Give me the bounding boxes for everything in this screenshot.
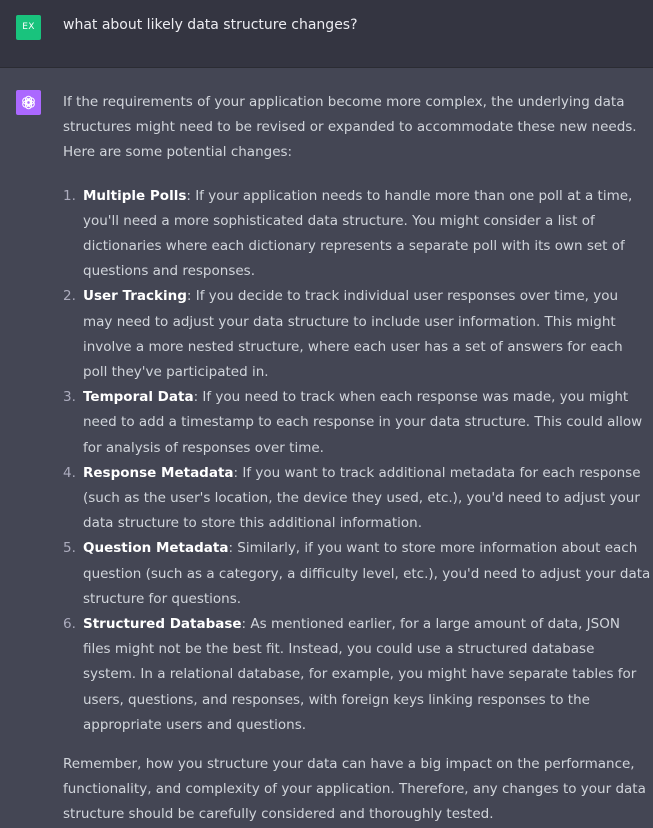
list-item: [63, 612, 651, 738]
list-item-title: Structured Database: [83, 616, 242, 633]
list-item-text: : If you need to track when each response was made, you might need to add a timestamp to each response in your data structure. This could allow for analysis of responses over time.: [83, 389, 643, 456]
list-item: [63, 284, 651, 385]
list-item-text: : As mentioned earlier, for a large amount of data, JSON files might not be the best fit. Instead, you could use a structured database system. In a relational database, for example, you might have separate tables for users, questions, and responses, with foreign keys linking responses to the appropriate users and questions.: [83, 616, 637, 733]
list-item-text: : If your application needs to handle more than one poll at a time, you'll need a more sophisticated data structure. You might consider a list of dictionaries where each dictionary represents a separate poll with its own set of questions and responses.: [83, 187, 633, 280]
list-item-number: 5.: [63, 540, 76, 557]
list-item: [63, 461, 651, 537]
list-item-text: : If you decide to track individual user responses over time, you may need to adjust your data structure to include user information. This might involve a more nested structure, where each user has a set of answers for each poll they've participated in.: [83, 288, 623, 381]
list-item-title: Multiple Polls: [83, 187, 187, 204]
user-avatar: EX: [16, 15, 41, 40]
list-item-title: Temporal Data: [83, 389, 194, 406]
list-item-number: 4.: [63, 464, 76, 481]
openai-logo-icon: [16, 90, 41, 115]
assistant-message: [63, 90, 651, 828]
list-item: [63, 184, 651, 285]
list-item-number: 1.: [63, 187, 76, 204]
list-item-text: : Similarly, if you want to store more information about each question (such as a category, a difficulty level, etc.), you'd need to adjust your data structure for questions.: [83, 540, 651, 607]
list-item: [63, 385, 651, 461]
list-item-title: Question Metadata: [83, 540, 229, 557]
user-message-row: [0, 0, 653, 68]
changes-list: [63, 184, 651, 738]
list-item-title: User Tracking: [83, 288, 187, 305]
list-item: [63, 536, 651, 612]
list-item-title: Response Metadata: [83, 464, 234, 481]
user-message-text: what about likely data structure changes?: [63, 17, 358, 33]
list-item-number: 2.: [63, 288, 76, 305]
assistant-intro: If the requirements of your application become more complex, the underlying data structures might need to be revised or expanded to accommodate these new needs. Here are some potential changes:: [63, 94, 637, 161]
list-item-text: : If you want to track additional metadata for each response (such as the user's location, the device they used, etc.), you'd need to adjust your data structure to store this additional information.: [83, 464, 641, 532]
list-item-number: 6.: [63, 616, 76, 633]
list-item-number: 3.: [63, 389, 76, 406]
assistant-outro: Remember, how you structure your data can have a big impact on the performance, functionality, and complexity of your application. Therefore, any changes to your data structure should be carefully considered and thoroughly tested.: [63, 756, 646, 823]
